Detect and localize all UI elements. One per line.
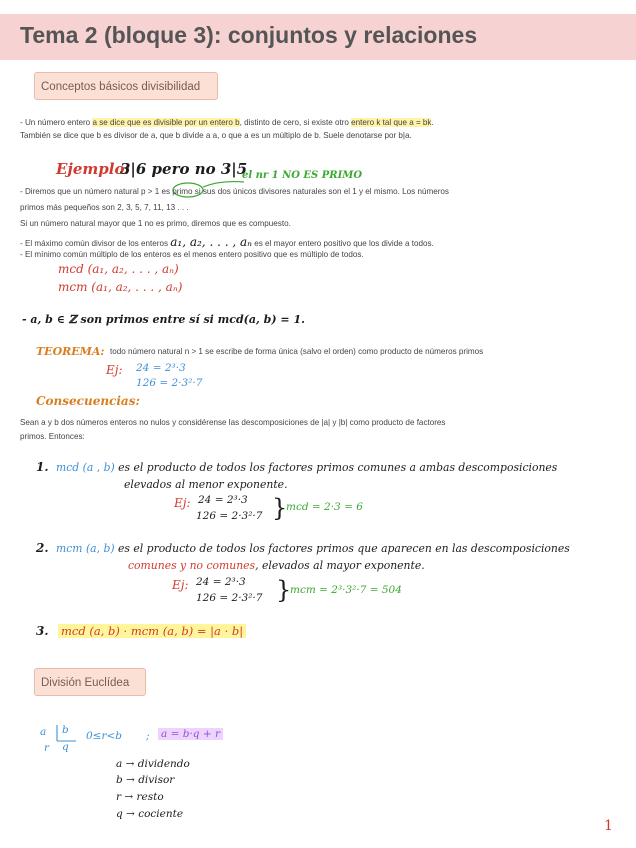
consecuencias-line-2: primos. Entonces: — [20, 432, 85, 441]
primos-line-1: - Diremos que un número natural p > 1 es primo si sus dos únicos divisores naturales son el 1 y el mismo. Los números — [20, 187, 449, 196]
division-separator: ; — [146, 730, 150, 742]
division-term-divisor: b → divisor — [116, 774, 175, 786]
division-bracket-icon — [54, 724, 78, 744]
page-title: Tema 2 (bloque 3): conjuntos y relaciones — [20, 22, 478, 48]
item-1-result: mcd = 2·3 = 6 — [286, 501, 363, 513]
primos-line-3: Si un número natural mayor que 1 no es primo, diremos que es compuesto. — [20, 219, 291, 228]
item-3-formula: mcd (a, b) · mcm (a, b) = |a · b| — [58, 624, 246, 638]
teorema-example-2: 126 = 2·3²·7 — [136, 377, 203, 389]
item-1-example-2: 126 = 2·3²·7 — [196, 510, 263, 522]
section-chip-divisibilidad: Conceptos básicos divisibilidad — [34, 72, 218, 100]
division-b: b — [62, 724, 69, 736]
item-2-ej-label: Ej: — [172, 578, 189, 592]
item-2-text: mcm (a, b) es el producto de todos los factores primos que aparecen en las descomposiciones — [56, 542, 570, 555]
mcd-notation: mcd (a₁, a₂, . . . , aₙ) — [58, 262, 179, 276]
section-chip-division: División Euclídea — [34, 668, 146, 696]
division-condition: 0≤r<b — [86, 730, 123, 742]
item-2-result: mcm = 2³·3²·7 = 504 — [290, 584, 402, 596]
division-a: a — [40, 726, 47, 738]
division-term-cociente: q → cociente — [116, 808, 184, 820]
item-2-example-2: 126 = 2·3²·7 — [196, 592, 263, 604]
division-term-resto: r → resto — [116, 791, 164, 803]
mcm-notation: mcm (a₁, a₂, . . . , aₙ) — [58, 280, 183, 294]
consecuencias-line-1: Sean a y b dos números enteros no nulos y considérense las descomposiciones de |a| y |b| como producto de factores — [20, 418, 446, 427]
item-2-brace: } — [276, 576, 292, 604]
page-number: 1 — [604, 818, 613, 834]
item-3-number: 3. — [36, 624, 49, 638]
item-2-number: 2. — [36, 541, 49, 555]
definition-line-2: También se dice que b es divisor de a, que b divide a a, o que a es un múltiplo de b. Suele denotarse por b|a. — [20, 131, 412, 140]
example-note: el nr 1 NO ES PRIMO — [242, 170, 363, 181]
coprimos-statement: - a, b ∈ ℤ son primos entre sí si mcd(a, b) = 1. — [22, 313, 305, 326]
item-1-text-2: elevados al menor exponente. — [124, 478, 288, 491]
example-label: Ejemplo: — [56, 160, 131, 178]
teorema-example-1: 24 = 2³·3 — [136, 362, 186, 374]
item-1-text: mcd (a , b) es el producto de todos los factores primos comunes a ambas descomposiciones — [56, 461, 558, 474]
division-q: q — [62, 741, 69, 753]
division-r: r — [44, 742, 50, 754]
item-1-ej-label: Ej: — [174, 496, 191, 510]
division-term-dividendo: a → dividendo — [116, 758, 190, 770]
example-text: 3|6 pero no 3|5 — [120, 160, 248, 178]
mcd-definition: - El máximo común divisor de los enteros a₁, a₂, . . . , aₙ es el mayor entero positivo que los divide a todos. — [20, 235, 434, 249]
primos-line-2: primos más pequeños son 2, 3, 5, 7, 11, 13 . . . — [20, 203, 189, 212]
item-1-number: 1. — [36, 460, 49, 474]
consecuencias-label: Consecuencias: — [36, 394, 140, 408]
division-formula: a = b·q + r — [158, 728, 223, 740]
item-2-text-2: comunes y no comunes, elevados al mayor exponente. — [128, 559, 425, 572]
teorema-label: TEOREMA: — [36, 345, 105, 358]
item-1-example-1: 24 = 2³·3 — [198, 494, 248, 506]
teorema-ej-label: Ej: — [106, 363, 123, 377]
mcm-definition: - El mínimo común múltiplo de los enteros es el menos entero positivo que es múltiplo de todos. — [20, 250, 364, 259]
definition-line-1: - Un número entero a se dice que es divisible por un entero b, distinto de cero, si existe otro entero k tal que a = bk. — [20, 118, 434, 127]
item-1-brace: } — [272, 494, 288, 522]
item-2-example-1: 24 = 2³·3 — [196, 576, 246, 588]
teorema-text: todo número natural n > 1 se escribe de forma única (salvo el orden) como producto de números primos — [110, 347, 484, 356]
